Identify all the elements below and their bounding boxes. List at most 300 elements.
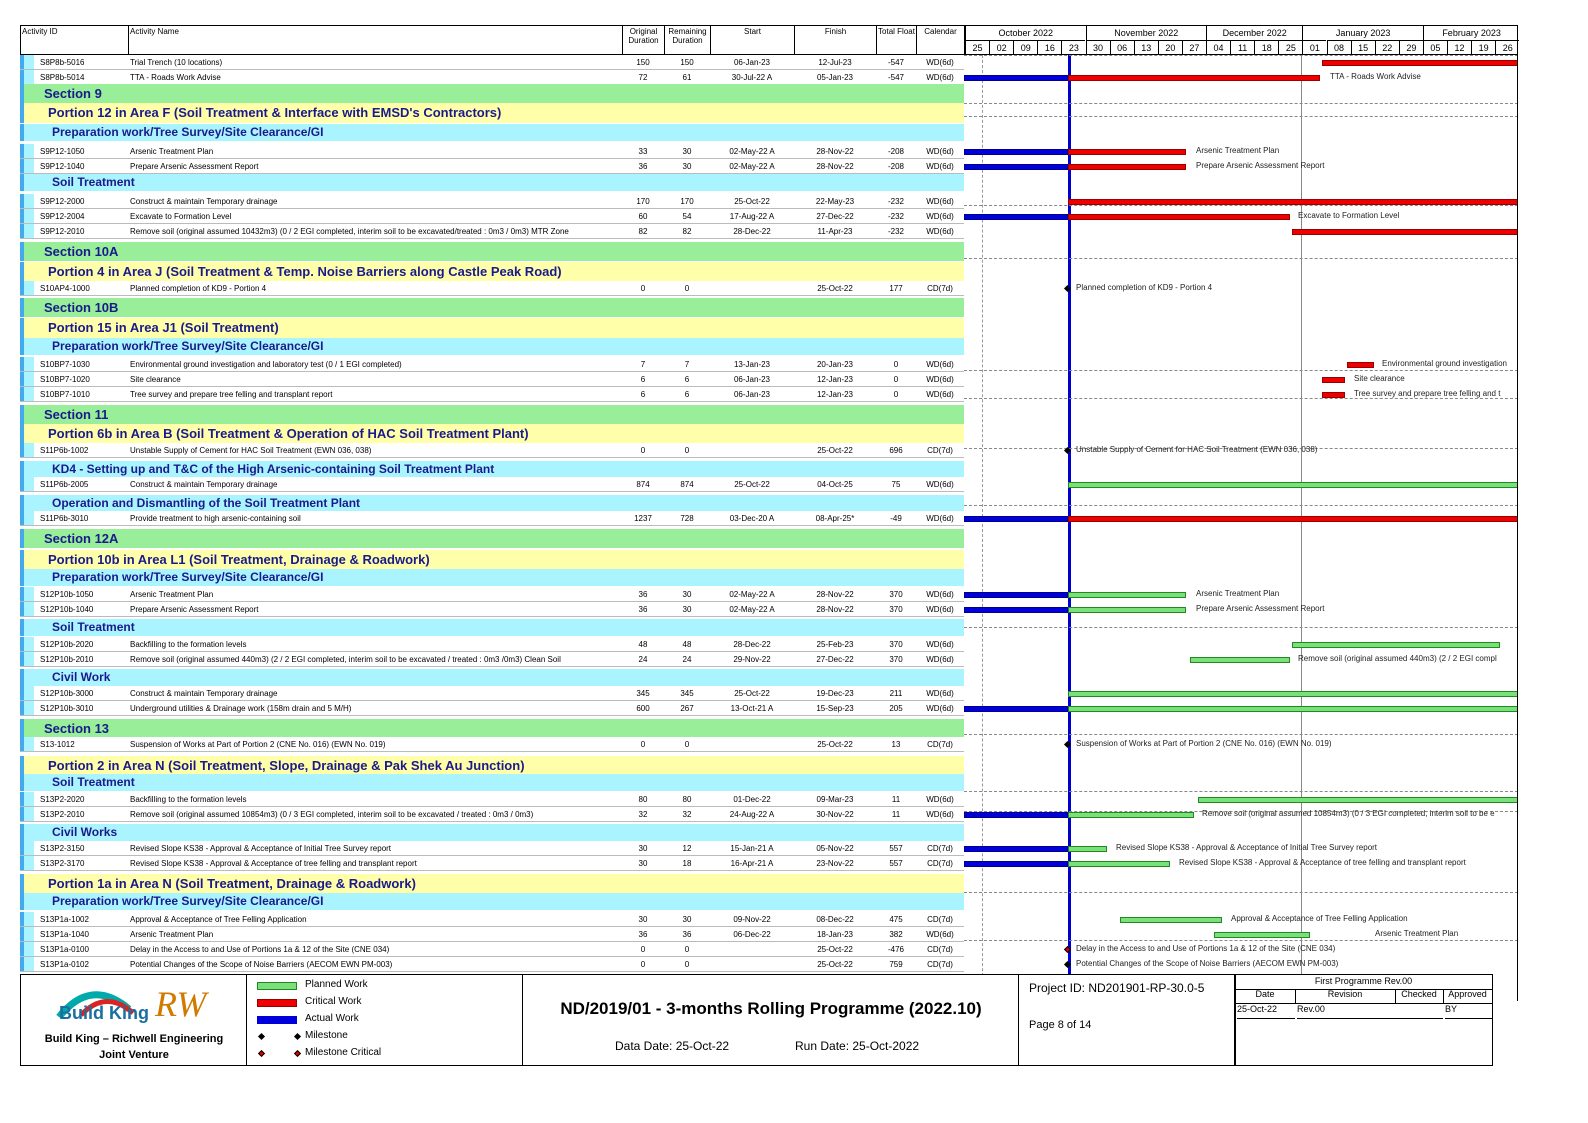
timescale-weeks bbox=[965, 40, 1519, 54]
row-strip bbox=[24, 927, 34, 941]
actual-bar bbox=[964, 214, 1068, 220]
cell-cal: WD(6d) bbox=[926, 704, 954, 713]
cell-cal: WD(6d) bbox=[926, 605, 954, 614]
cell-float: 0 bbox=[893, 390, 899, 399]
rev-divider bbox=[1235, 975, 1236, 1065]
legend-actual-swatch bbox=[257, 1016, 297, 1024]
cell-start: 25-Oct-22 bbox=[734, 480, 770, 489]
cell-id: S12P10b-2010 bbox=[40, 655, 94, 664]
cell-cal: CD(7d) bbox=[927, 945, 953, 954]
cell-rem: 61 bbox=[682, 73, 692, 82]
row-strip bbox=[24, 443, 34, 457]
row-strip bbox=[24, 357, 34, 371]
cell-rem: 728 bbox=[680, 514, 694, 523]
portion-heading bbox=[20, 550, 964, 570]
row-strip bbox=[24, 841, 34, 855]
col-original-duration: Original Duration bbox=[623, 26, 665, 54]
rev-header-checked: Checked bbox=[1395, 989, 1444, 1004]
cell-cal: CD(7d) bbox=[927, 446, 953, 455]
planned-bar bbox=[1214, 932, 1310, 938]
actual-bar bbox=[964, 149, 1068, 155]
cell-rem: 30 bbox=[682, 162, 692, 171]
cell-rem: 345 bbox=[680, 689, 694, 698]
cell-cal: CD(7d) bbox=[927, 844, 953, 853]
cell-start: 13-Jan-23 bbox=[733, 360, 771, 369]
cell-id: S10BP7-1010 bbox=[40, 390, 90, 399]
table-row bbox=[20, 511, 964, 526]
table-row bbox=[20, 792, 964, 807]
cell-id: S13P1a-0100 bbox=[40, 945, 89, 954]
cell-cal: WD(6d) bbox=[926, 212, 954, 221]
cell-start: 25-Oct-22 bbox=[734, 197, 770, 206]
cell-finish: 25-Oct-22 bbox=[817, 284, 853, 293]
cell-start: 15-Jan-21 A bbox=[730, 844, 774, 853]
table-row bbox=[20, 224, 964, 239]
grid-line bbox=[964, 103, 1518, 104]
cell-rem: 80 bbox=[682, 795, 692, 804]
cell-name: Tree survey and prepare tree felling and transplant report bbox=[130, 390, 333, 399]
cell-rem: 54 bbox=[682, 212, 692, 221]
cell-name: Potential Changes of the Scope of Noise Barriers (AECOM EWN PM-003) bbox=[130, 960, 393, 969]
cell-rem: 24 bbox=[682, 655, 692, 664]
cell-orig: 32 bbox=[638, 810, 648, 819]
cell-orig: 48 bbox=[638, 640, 648, 649]
cell-cal: CD(7d) bbox=[927, 960, 953, 969]
cell-rem: 0 bbox=[684, 960, 690, 969]
week-label: 04 bbox=[1206, 40, 1230, 54]
week-label: 29 bbox=[1399, 40, 1423, 54]
heading-text: Preparation work/Tree Survey/Site Clearance/GI bbox=[52, 339, 324, 353]
cell-finish: 04-Oct-25 bbox=[817, 480, 853, 489]
joint-venture: Joint Venture bbox=[99, 1049, 169, 1061]
grid-line bbox=[964, 627, 1518, 628]
rev-approved: BY bbox=[1445, 1004, 1492, 1019]
cell-cal: WD(6d) bbox=[926, 689, 954, 698]
cell-name: Remove soil (original assumed 440m3) (2 / 2 EGI completed, interim soil to be excavated / treated : 0m3 /0m3) Clean Soil bbox=[130, 655, 561, 664]
row-strip bbox=[20, 424, 24, 444]
critical-bar bbox=[1347, 362, 1374, 368]
cell-id: S9P12-2004 bbox=[40, 212, 85, 221]
col-activity-name: Activity Name bbox=[129, 26, 623, 54]
bar-label: Arsenic Treatment Plan bbox=[1375, 929, 1459, 938]
row-strip bbox=[24, 209, 34, 223]
bar-label: Prepare Arsenic Assessment Report bbox=[1196, 604, 1325, 613]
cell-id: S13P1a-0102 bbox=[40, 960, 89, 969]
cell-cal: CD(7d) bbox=[927, 915, 953, 924]
cell-orig: 60 bbox=[638, 212, 648, 221]
row-strip bbox=[24, 602, 34, 616]
revision-table bbox=[1235, 975, 1492, 1021]
week-label: 15 bbox=[1351, 40, 1375, 54]
run-date: Run Date: 25-Oct-2022 bbox=[795, 1039, 920, 1053]
heading-text: Civil Works bbox=[52, 825, 118, 839]
logo-text: Build King bbox=[59, 1003, 149, 1023]
cell-cal: WD(6d) bbox=[926, 58, 954, 67]
row-strip bbox=[24, 637, 34, 651]
cell-orig: 0 bbox=[640, 960, 646, 969]
row-strip bbox=[20, 174, 24, 191]
cell-float: 205 bbox=[889, 704, 903, 713]
row-strip bbox=[24, 387, 34, 401]
critical-bar bbox=[1322, 392, 1345, 398]
week-label: 16 bbox=[1037, 40, 1061, 54]
cell-rem: 874 bbox=[680, 480, 694, 489]
cell-cal: WD(6d) bbox=[926, 590, 954, 599]
cell-rem: 267 bbox=[680, 704, 694, 713]
heading-text: Soil Treatment bbox=[52, 175, 135, 189]
cell-float: 0 bbox=[893, 375, 899, 384]
planned-bar bbox=[1198, 797, 1518, 803]
legend-critical-swatch bbox=[257, 999, 297, 1007]
row-strip bbox=[24, 477, 34, 491]
cell-name: Revised Slope KS38 - Approval & Acceptance of tree felling and transplant report bbox=[130, 859, 417, 868]
cell-name: Remove soil (original assumed 10432m3) (0 / 2 EGI completed, interim soil to be excavated/treated : 0m3 / 0m3) MTR Zone bbox=[130, 227, 569, 236]
cell-finish: 27-Dec-22 bbox=[816, 655, 854, 664]
row-strip bbox=[24, 912, 34, 926]
cell-orig: 7 bbox=[640, 360, 646, 369]
cell-orig: 30 bbox=[638, 915, 648, 924]
section-heading bbox=[20, 84, 964, 103]
cell-orig: 0 bbox=[640, 284, 646, 293]
cell-cal: WD(6d) bbox=[926, 930, 954, 939]
cell-start: 28-Dec-22 bbox=[733, 227, 771, 236]
cell-id: S12P10b-1050 bbox=[40, 590, 94, 599]
week-label: 01 bbox=[1302, 40, 1326, 54]
cell-float: 75 bbox=[891, 480, 901, 489]
table-row bbox=[20, 357, 964, 372]
cell-start: 28-Dec-22 bbox=[733, 640, 771, 649]
portion-heading bbox=[20, 874, 964, 894]
col-start: Start bbox=[711, 26, 795, 54]
legend-critical: Critical Work bbox=[305, 996, 362, 1007]
cell-orig: 82 bbox=[638, 227, 648, 236]
cell-orig: 30 bbox=[638, 859, 648, 868]
cell-id: S9P12-1040 bbox=[40, 162, 85, 171]
cell-start: 13-Oct-21 A bbox=[730, 704, 774, 713]
cell-start: 01-Dec-22 bbox=[733, 795, 771, 804]
cell-orig: 600 bbox=[636, 704, 650, 713]
footer bbox=[20, 974, 1493, 1066]
cell-float: -476 bbox=[887, 945, 904, 954]
grid-line bbox=[964, 940, 1518, 941]
week-label: 18 bbox=[1254, 40, 1278, 54]
week-label: 25 bbox=[1278, 40, 1302, 54]
critical-bar bbox=[1068, 214, 1290, 220]
legend-box bbox=[247, 975, 523, 1065]
cell-rem: 0 bbox=[684, 284, 690, 293]
cell-finish: 30-Nov-22 bbox=[816, 810, 854, 819]
cell-orig: 0 bbox=[640, 945, 646, 954]
planned-bar bbox=[1068, 607, 1186, 613]
heading-text: Portion 2 in Area N (Soil Treatment, Slope, Drainage & Pak Shek Au Junction) bbox=[48, 758, 525, 773]
cell-float: 370 bbox=[889, 655, 903, 664]
cell-id: S9P12-2010 bbox=[40, 227, 85, 236]
cell-id: S12P10b-2020 bbox=[40, 640, 94, 649]
cell-start: 06-Dec-22 bbox=[733, 930, 771, 939]
cell-name: Backfilling to the formation levels bbox=[130, 795, 247, 804]
row-strip bbox=[20, 529, 24, 548]
subgroup-heading bbox=[20, 124, 964, 141]
cell-start: 25-Oct-22 bbox=[734, 689, 770, 698]
cell-finish: 05-Nov-22 bbox=[816, 844, 854, 853]
heading-text: Civil Work bbox=[52, 670, 111, 684]
row-strip bbox=[20, 318, 24, 338]
cell-id: S12P10b-3000 bbox=[40, 689, 94, 698]
cell-float: 696 bbox=[889, 446, 903, 455]
cell-float: 211 bbox=[889, 689, 903, 698]
rev-header-revision: Revision bbox=[1295, 989, 1396, 1004]
bar-label: Planned completion of KD9 - Portion 4 bbox=[1076, 283, 1213, 292]
row-strip bbox=[20, 619, 24, 636]
row-strip bbox=[24, 224, 34, 238]
cell-id: S13P2-2010 bbox=[40, 810, 85, 819]
cell-id: S10BP7-1030 bbox=[40, 360, 90, 369]
planned-bar bbox=[1120, 917, 1222, 923]
row-strip bbox=[20, 550, 24, 570]
heading-text: Section 12A bbox=[44, 531, 119, 546]
cell-name: Arsenic Treatment Plan bbox=[130, 590, 214, 599]
heading-text: Section 13 bbox=[44, 721, 110, 736]
cell-cal: WD(6d) bbox=[926, 197, 954, 206]
gantt-sheet bbox=[20, 25, 1518, 1082]
cell-orig: 1237 bbox=[634, 514, 652, 523]
cell-cal: CD(7d) bbox=[927, 284, 953, 293]
cell-name: Prepare Arsenic Assessment Report bbox=[130, 605, 259, 614]
rev-checked bbox=[1395, 1004, 1443, 1019]
cell-cal: CD(7d) bbox=[927, 859, 953, 868]
row-strip bbox=[24, 701, 34, 715]
bar-label: Revised Slope KS38 - Approval & Acceptance of Initial Tree Survey report bbox=[1116, 843, 1378, 852]
portion-heading bbox=[20, 262, 964, 282]
timescale-gridline bbox=[982, 55, 983, 1001]
row-strip bbox=[24, 70, 34, 84]
milestone-critical-icon bbox=[258, 1050, 265, 1057]
cell-float: 759 bbox=[889, 960, 903, 969]
grid-line bbox=[964, 205, 1518, 206]
cell-name: Revised Slope KS38 - Approval & Acceptance of Initial Tree Survey report bbox=[130, 844, 392, 853]
col-calendar: Calendar bbox=[917, 26, 965, 54]
row-strip bbox=[20, 719, 24, 738]
project-box bbox=[1019, 975, 1235, 1065]
cell-name: Underground utilities & Drainage work (158m drain and 5 M/H) bbox=[130, 704, 352, 713]
cell-id: S8P8b-5016 bbox=[40, 58, 85, 67]
week-label: 13 bbox=[1134, 40, 1158, 54]
cell-float: 370 bbox=[889, 605, 903, 614]
cell-float: 557 bbox=[889, 859, 903, 868]
milestone-icon bbox=[294, 1033, 301, 1040]
cell-start: 02-May-22 A bbox=[729, 162, 775, 171]
rev-date: 25-Oct-22 bbox=[1237, 1004, 1295, 1019]
cell-rem: 150 bbox=[680, 58, 694, 67]
actual-bar bbox=[964, 592, 1068, 598]
cell-rem: 18 bbox=[682, 859, 692, 868]
heading-text: Section 11 bbox=[44, 407, 109, 422]
table-row bbox=[20, 372, 964, 387]
actual-bar bbox=[964, 516, 1068, 522]
grid-line bbox=[964, 398, 1518, 399]
row-strip bbox=[24, 686, 34, 700]
heading-text: Portion 12 in Area F (Soil Treatment & Interface with EMSD's Contractors) bbox=[48, 105, 502, 120]
planned-bar bbox=[1068, 482, 1518, 488]
bar-label: Remove soil (original assumed 10854m3) (0 / 3 EGI completed, interim soil to be e bbox=[1202, 809, 1495, 818]
section-heading bbox=[20, 719, 964, 738]
cell-float: -547 bbox=[887, 58, 904, 67]
row-strip bbox=[24, 281, 34, 295]
row-strip bbox=[24, 792, 34, 806]
cell-name: Planned completion of KD9 - Portion 4 bbox=[130, 284, 267, 293]
week-label: 25 bbox=[965, 40, 989, 54]
heading-text: Section 10B bbox=[44, 300, 119, 315]
cell-start: 17-Aug-22 A bbox=[729, 212, 775, 221]
cell-rem: 0 bbox=[684, 740, 690, 749]
row-strip bbox=[24, 144, 34, 158]
bar-label: Environmental ground investigation bbox=[1382, 359, 1507, 368]
bar-label: Suspension of Works at Part of Portion 2 (CNE No. 016) (EWN No. 019) bbox=[1076, 739, 1332, 748]
table-row bbox=[20, 957, 964, 972]
cell-orig: 170 bbox=[636, 197, 650, 206]
row-strip bbox=[24, 856, 34, 870]
cell-finish: 09-Mar-23 bbox=[816, 795, 854, 804]
cell-id: S13-1012 bbox=[40, 740, 75, 749]
actual-bar bbox=[964, 75, 1068, 81]
cell-float: 370 bbox=[889, 640, 903, 649]
cell-name: Approval & Acceptance of Tree Felling Application bbox=[130, 915, 307, 924]
cell-finish: 08-Dec-22 bbox=[816, 915, 854, 924]
rev-revision: Rev.00 bbox=[1297, 1004, 1395, 1019]
cell-orig: 0 bbox=[640, 740, 646, 749]
cell-id: S11P6b-1002 bbox=[40, 446, 89, 455]
company-name: Build King – Richwell Engineering bbox=[44, 1033, 224, 1045]
week-label: 19 bbox=[1471, 40, 1495, 54]
cell-start: 06-Jan-23 bbox=[733, 390, 771, 399]
table-row bbox=[20, 194, 964, 209]
cell-finish: 28-Nov-22 bbox=[816, 605, 854, 614]
table-row bbox=[20, 443, 964, 458]
cell-orig: 80 bbox=[638, 795, 648, 804]
cell-id: S9P12-2000 bbox=[40, 197, 85, 206]
week-label: 11 bbox=[1230, 40, 1254, 54]
timescale-months bbox=[965, 26, 1519, 40]
cell-float: 13 bbox=[891, 740, 901, 749]
subgroup-heading bbox=[20, 569, 964, 586]
row-strip bbox=[20, 298, 24, 317]
heading-text: Preparation work/Tree Survey/Site Clearance/GI bbox=[52, 125, 324, 139]
cell-float: 177 bbox=[889, 284, 903, 293]
planned-bar bbox=[1190, 657, 1290, 663]
data-date: Data Date: 25-Oct-22 bbox=[615, 1039, 730, 1053]
heading-text: Section 10A bbox=[44, 244, 119, 259]
cell-start: 29-Nov-22 bbox=[733, 655, 771, 664]
cell-name: Remove soil (original assumed 10854m3) (0 / 3 EGI completed, interim soil to be excavated / treated : 0m3 / 0m3) bbox=[130, 810, 534, 819]
heading-text: Portion 10b in Area L1 (Soil Treatment, Drainage & Roadwork) bbox=[48, 552, 430, 567]
cell-id: S8P8b-5014 bbox=[40, 73, 85, 82]
cell-float: -208 bbox=[887, 147, 904, 156]
month-label: January 2023 bbox=[1302, 26, 1423, 40]
cell-name: Arsenic Treatment Plan bbox=[130, 930, 214, 939]
row-strip bbox=[20, 338, 24, 355]
bar-label: Arsenic Treatment Plan bbox=[1196, 146, 1280, 155]
cell-float: 11 bbox=[891, 795, 901, 804]
table-row bbox=[20, 637, 964, 652]
heading-text: Soil Treatment bbox=[52, 775, 135, 789]
subgroup-heading bbox=[20, 893, 964, 910]
table-row bbox=[20, 686, 964, 701]
cell-rem: 82 bbox=[682, 227, 692, 236]
cell-finish: 28-Nov-22 bbox=[816, 590, 854, 599]
project-id: Project ID: ND201901-RP-30.0-5 bbox=[1029, 981, 1205, 995]
bar-label: Potential Changes of the Scope of Noise Barriers (AECOM EWN PM-003) bbox=[1076, 959, 1339, 968]
row-strip bbox=[24, 737, 34, 751]
critical-bar bbox=[1292, 229, 1518, 235]
heading-text: Section 9 bbox=[44, 86, 102, 101]
cell-finish: 28-Nov-22 bbox=[816, 147, 854, 156]
cell-rem: 0 bbox=[684, 945, 690, 954]
cell-name: Arsenic Treatment Plan bbox=[130, 147, 214, 156]
col-total-float: Total Float bbox=[877, 26, 917, 54]
row-strip bbox=[20, 569, 24, 586]
cell-float: -232 bbox=[887, 227, 904, 236]
cell-rem: 30 bbox=[682, 605, 692, 614]
section-heading bbox=[20, 529, 964, 548]
cell-orig: 150 bbox=[636, 58, 650, 67]
week-label: 08 bbox=[1327, 40, 1351, 54]
title-box bbox=[523, 975, 1019, 1065]
table-row bbox=[20, 807, 964, 822]
cell-cal: WD(6d) bbox=[926, 73, 954, 82]
cell-cal: CD(7d) bbox=[927, 740, 953, 749]
cell-id: S12P10b-3010 bbox=[40, 704, 94, 713]
table-row bbox=[20, 587, 964, 602]
cell-rem: 12 bbox=[682, 844, 692, 853]
actual-bar bbox=[964, 861, 1068, 867]
cell-name: Construct & maintain Temporary drainage bbox=[130, 480, 278, 489]
cell-start: 03-Dec-20 A bbox=[729, 514, 775, 523]
cell-finish: 25-Oct-22 bbox=[817, 446, 853, 455]
logo-rw: RW bbox=[155, 984, 207, 1024]
heading-text: KD4 - Setting up and T&C of the High Arsenic-containing Soil Treatment Plant bbox=[52, 462, 495, 476]
cell-finish: 19-Dec-23 bbox=[816, 689, 854, 698]
cell-start: 02-May-22 A bbox=[729, 590, 775, 599]
bar-label: Site clearance bbox=[1354, 374, 1405, 383]
cell-float: 557 bbox=[889, 844, 903, 853]
bar-label: Delay in the Access to and Use of Portions 1a & 12 of the Site (CNE 034) bbox=[1076, 944, 1336, 953]
row-strip bbox=[20, 84, 24, 103]
cell-finish: 12-Jan-23 bbox=[816, 375, 854, 384]
cell-float: 382 bbox=[889, 930, 903, 939]
cell-orig: 36 bbox=[638, 162, 648, 171]
cell-name: Delay in the Access to and Use of Portions 1a & 12 of the Site (CNE 034) bbox=[130, 945, 390, 954]
subgroup-heading bbox=[20, 174, 964, 191]
cell-finish: 12-Jan-23 bbox=[816, 390, 854, 399]
cell-id: S13P2-3150 bbox=[40, 844, 85, 853]
legend-actual: Actual Work bbox=[305, 1013, 359, 1024]
row-strip bbox=[20, 669, 24, 686]
logo-box bbox=[21, 975, 247, 1065]
cell-name: Environmental ground investigation and laboratory test (0 / 1 EGI completed) bbox=[130, 360, 402, 369]
week-label: 30 bbox=[1086, 40, 1110, 54]
cell-start: 24-Aug-22 A bbox=[729, 810, 775, 819]
row-strip bbox=[24, 55, 34, 69]
data-date-line bbox=[1068, 55, 1071, 1001]
month-label: October 2022 bbox=[965, 26, 1086, 40]
cell-rem: 30 bbox=[682, 915, 692, 924]
section-heading bbox=[20, 298, 964, 317]
row-strip bbox=[20, 461, 24, 478]
milestone-critical-icon bbox=[294, 1050, 301, 1057]
grid-line bbox=[964, 116, 1518, 117]
col-remaining-duration: Remaining Duration bbox=[665, 26, 711, 54]
table-row bbox=[20, 477, 964, 492]
